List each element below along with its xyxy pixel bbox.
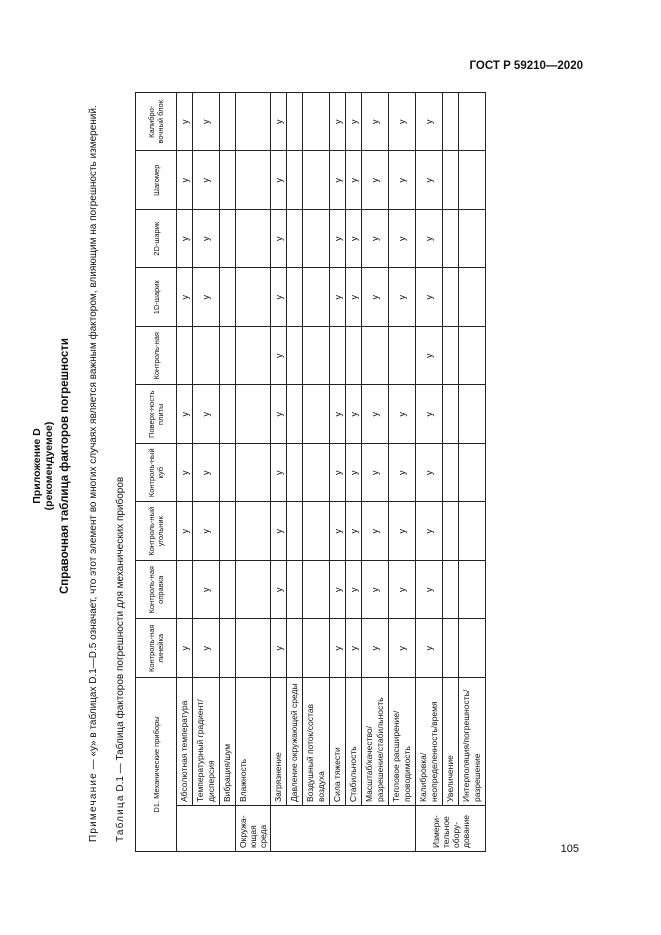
appendix-title: Приложение D: [31, 428, 43, 504]
mark-cell: [236, 619, 271, 678]
note: [88, 102, 100, 842]
note-label: Примечание: [88, 772, 99, 842]
mark-cell: [220, 444, 236, 503]
group-cell: Окружа-ющая среда: [236, 806, 271, 852]
mark-cell: [287, 561, 303, 620]
header-first-cell: D1. Механические приборы: [136, 678, 177, 852]
table-row: [193, 93, 220, 852]
mark-cell: y: [177, 619, 193, 678]
mark-cell: y: [193, 210, 220, 269]
mark-cell: [177, 327, 193, 386]
mark-cell: y: [389, 385, 416, 444]
table-row: [416, 93, 443, 852]
factor-name-cell: Интерполяция/погрешность/разрешение: [459, 678, 486, 806]
mark-cell: y: [416, 385, 443, 444]
mark-cell: [303, 385, 330, 444]
group-cell: Измери-тельное обору-дование: [416, 806, 486, 852]
mark-cell: y: [193, 561, 220, 620]
mark-cell: y: [177, 444, 193, 503]
table-row: [443, 93, 459, 852]
group-cell: [177, 806, 236, 852]
mark-cell: [287, 327, 303, 386]
mark-cell: [236, 561, 271, 620]
mark-cell: [236, 151, 271, 210]
table-row: [303, 93, 330, 852]
column-header: 2D-шарик: [136, 210, 177, 269]
error-factors-table: [135, 92, 486, 852]
mark-cell: y: [346, 93, 362, 152]
factor-name-cell: Загрязнение: [271, 678, 287, 806]
mark-cell: y: [193, 502, 220, 561]
column-header: Контроль-ная линейка: [136, 619, 177, 678]
mark-cell: [303, 210, 330, 269]
appendix-heading: [31, 80, 55, 852]
mark-cell: [443, 502, 459, 561]
mark-cell: y: [389, 93, 416, 152]
mark-cell: [287, 619, 303, 678]
column-header: Поверх-ность плиты: [136, 385, 177, 444]
table-header-row: [136, 93, 177, 852]
mark-cell: y: [389, 444, 416, 503]
mark-cell: y: [330, 210, 346, 269]
mark-cell: [330, 327, 346, 386]
mark-cell: [459, 327, 486, 386]
mark-cell: y: [193, 619, 220, 678]
mark-cell: [236, 210, 271, 269]
mark-cell: y: [177, 268, 193, 327]
group-cell: [271, 806, 416, 852]
factor-name-cell: Сила тяжести: [330, 678, 346, 806]
factor-name-cell: Воздушный поток/состав воздуха: [303, 678, 330, 806]
mark-cell: y: [416, 210, 443, 269]
mark-cell: [459, 151, 486, 210]
mark-cell: [443, 327, 459, 386]
mark-cell: [389, 327, 416, 386]
table-row: [346, 93, 362, 852]
mark-cell: [459, 561, 486, 620]
mark-cell: y: [389, 268, 416, 327]
mark-cell: y: [416, 268, 443, 327]
mark-cell: [303, 327, 330, 386]
mark-cell: y: [177, 385, 193, 444]
mark-cell: [287, 93, 303, 152]
mark-cell: y: [416, 619, 443, 678]
mark-cell: [220, 619, 236, 678]
column-header: Контроль-ный куб: [136, 444, 177, 503]
mark-cell: y: [193, 444, 220, 503]
mark-cell: [459, 619, 486, 678]
table-row: [271, 93, 287, 852]
mark-cell: y: [416, 151, 443, 210]
mark-cell: y: [346, 444, 362, 503]
mark-cell: [459, 385, 486, 444]
column-header: Контроль-ный угольник: [136, 502, 177, 561]
mark-cell: y: [416, 561, 443, 620]
factor-name-cell: Температурный градиент/дисперсия: [193, 678, 220, 806]
mark-cell: y: [389, 561, 416, 620]
mark-cell: y: [346, 210, 362, 269]
mark-cell: [443, 93, 459, 152]
mark-cell: y: [271, 268, 287, 327]
mark-cell: [443, 151, 459, 210]
mark-cell: [362, 327, 389, 386]
mark-cell: y: [362, 619, 389, 678]
factor-name-cell: Влажность: [236, 678, 271, 806]
table-row: [287, 93, 303, 852]
mark-cell: [346, 327, 362, 386]
appendix-subtitle: (рекомендуемое): [43, 421, 55, 511]
mark-cell: [220, 385, 236, 444]
mark-cell: y: [271, 619, 287, 678]
factor-name-cell: Калибровка/неопределенность/время: [416, 678, 443, 806]
mark-cell: [236, 327, 271, 386]
mark-cell: y: [330, 385, 346, 444]
mark-cell: [459, 502, 486, 561]
mark-cell: [287, 210, 303, 269]
mark-cell: [303, 151, 330, 210]
mark-cell: y: [271, 502, 287, 561]
mark-cell: [459, 268, 486, 327]
factor-name-cell: Увеличение: [443, 678, 459, 806]
mark-cell: [220, 502, 236, 561]
mark-cell: y: [416, 93, 443, 152]
mark-cell: [236, 93, 271, 152]
mark-cell: [236, 385, 271, 444]
mark-cell: y: [346, 385, 362, 444]
column-header: Контроль-ная: [136, 327, 177, 386]
mark-cell: [177, 561, 193, 620]
mark-cell: [443, 619, 459, 678]
mark-cell: y: [271, 327, 287, 386]
mark-cell: [193, 327, 220, 386]
mark-cell: y: [177, 93, 193, 152]
mark-cell: [220, 327, 236, 386]
mark-cell: y: [389, 502, 416, 561]
section-title: Справочная таблица факторов погрешности: [59, 338, 71, 594]
table-row: [389, 93, 416, 852]
mark-cell: [287, 444, 303, 503]
table-body: [177, 93, 486, 852]
mark-cell: [443, 210, 459, 269]
mark-cell: [287, 151, 303, 210]
mark-cell: y: [416, 502, 443, 561]
mark-cell: [303, 93, 330, 152]
mark-cell: [459, 444, 486, 503]
mark-cell: [236, 444, 271, 503]
column-header: 1D-шарик: [136, 268, 177, 327]
mark-cell: y: [346, 151, 362, 210]
mark-cell: y: [271, 210, 287, 269]
column-header: Калибро-вочный блок: [136, 93, 177, 152]
mark-cell: y: [362, 561, 389, 620]
mark-cell: y: [177, 502, 193, 561]
caption-label: Таблица: [115, 794, 126, 842]
mark-cell: y: [330, 151, 346, 210]
mark-cell: [220, 268, 236, 327]
note-text: — «y» в таблицах D.1—D.5 означает, что этот элемент во многих случаях является важным фактором, влияющим на погрешность измерений.: [88, 105, 99, 773]
mark-cell: y: [362, 210, 389, 269]
mark-cell: [220, 93, 236, 152]
mark-cell: [303, 444, 330, 503]
factor-name-cell: Масштаб/качество/разрешение/стабильность: [362, 678, 389, 806]
mark-cell: [459, 93, 486, 152]
mark-cell: [236, 502, 271, 561]
table-row: [236, 93, 271, 852]
mark-cell: y: [271, 444, 287, 503]
mark-cell: y: [416, 327, 443, 386]
mark-cell: [287, 268, 303, 327]
mark-cell: y: [389, 151, 416, 210]
table-row: [459, 93, 486, 852]
mark-cell: [443, 561, 459, 620]
mark-cell: y: [362, 385, 389, 444]
factor-name-cell: Давление окружающей среды: [287, 678, 303, 806]
mark-cell: y: [193, 93, 220, 152]
mark-cell: y: [271, 151, 287, 210]
mark-cell: y: [389, 210, 416, 269]
rotated-content: [24, 80, 549, 852]
factor-name-cell: Вибрация/шум: [220, 678, 236, 806]
table-row: [362, 93, 389, 852]
mark-cell: [236, 268, 271, 327]
mark-cell: y: [389, 619, 416, 678]
column-header: Шагомер: [136, 151, 177, 210]
mark-cell: [443, 444, 459, 503]
standard-header: ГОСТ Р 59210—2020: [469, 60, 583, 72]
mark-cell: y: [362, 93, 389, 152]
mark-cell: [220, 210, 236, 269]
table-row: [220, 93, 236, 852]
mark-cell: y: [330, 619, 346, 678]
mark-cell: y: [271, 561, 287, 620]
mark-cell: [459, 210, 486, 269]
mark-cell: y: [362, 444, 389, 503]
mark-cell: y: [330, 93, 346, 152]
mark-cell: y: [362, 151, 389, 210]
page-number: 105: [560, 843, 579, 855]
mark-cell: [443, 268, 459, 327]
mark-cell: y: [177, 151, 193, 210]
mark-cell: y: [271, 385, 287, 444]
mark-cell: [220, 561, 236, 620]
mark-cell: y: [362, 268, 389, 327]
mark-cell: y: [193, 268, 220, 327]
mark-cell: y: [271, 93, 287, 152]
mark-cell: y: [330, 444, 346, 503]
mark-cell: y: [346, 561, 362, 620]
mark-cell: y: [346, 268, 362, 327]
mark-cell: [303, 502, 330, 561]
table-row: [330, 93, 346, 852]
table-row: [177, 93, 193, 852]
mark-cell: y: [362, 502, 389, 561]
column-header: Контроль-ная оправка: [136, 561, 177, 620]
caption-text: D.1 — Таблица факторов погрешности для механических приборов: [115, 476, 126, 795]
mark-cell: y: [346, 619, 362, 678]
mark-cell: [287, 502, 303, 561]
mark-cell: [287, 385, 303, 444]
mark-cell: y: [330, 502, 346, 561]
mark-cell: y: [177, 210, 193, 269]
mark-cell: y: [193, 151, 220, 210]
factor-name-cell: Тепловое расширение/проводимость: [389, 678, 416, 806]
mark-cell: [443, 385, 459, 444]
mark-cell: y: [416, 444, 443, 503]
mark-cell: [303, 619, 330, 678]
mark-cell: y: [330, 268, 346, 327]
mark-cell: y: [193, 385, 220, 444]
mark-cell: [303, 561, 330, 620]
factor-name-cell: Стабильность: [346, 678, 362, 806]
mark-cell: [303, 268, 330, 327]
mark-cell: y: [330, 561, 346, 620]
mark-cell: [220, 151, 236, 210]
mark-cell: y: [346, 502, 362, 561]
factor-name-cell: Абсолютная температура: [177, 678, 193, 806]
table-caption: [115, 477, 126, 842]
